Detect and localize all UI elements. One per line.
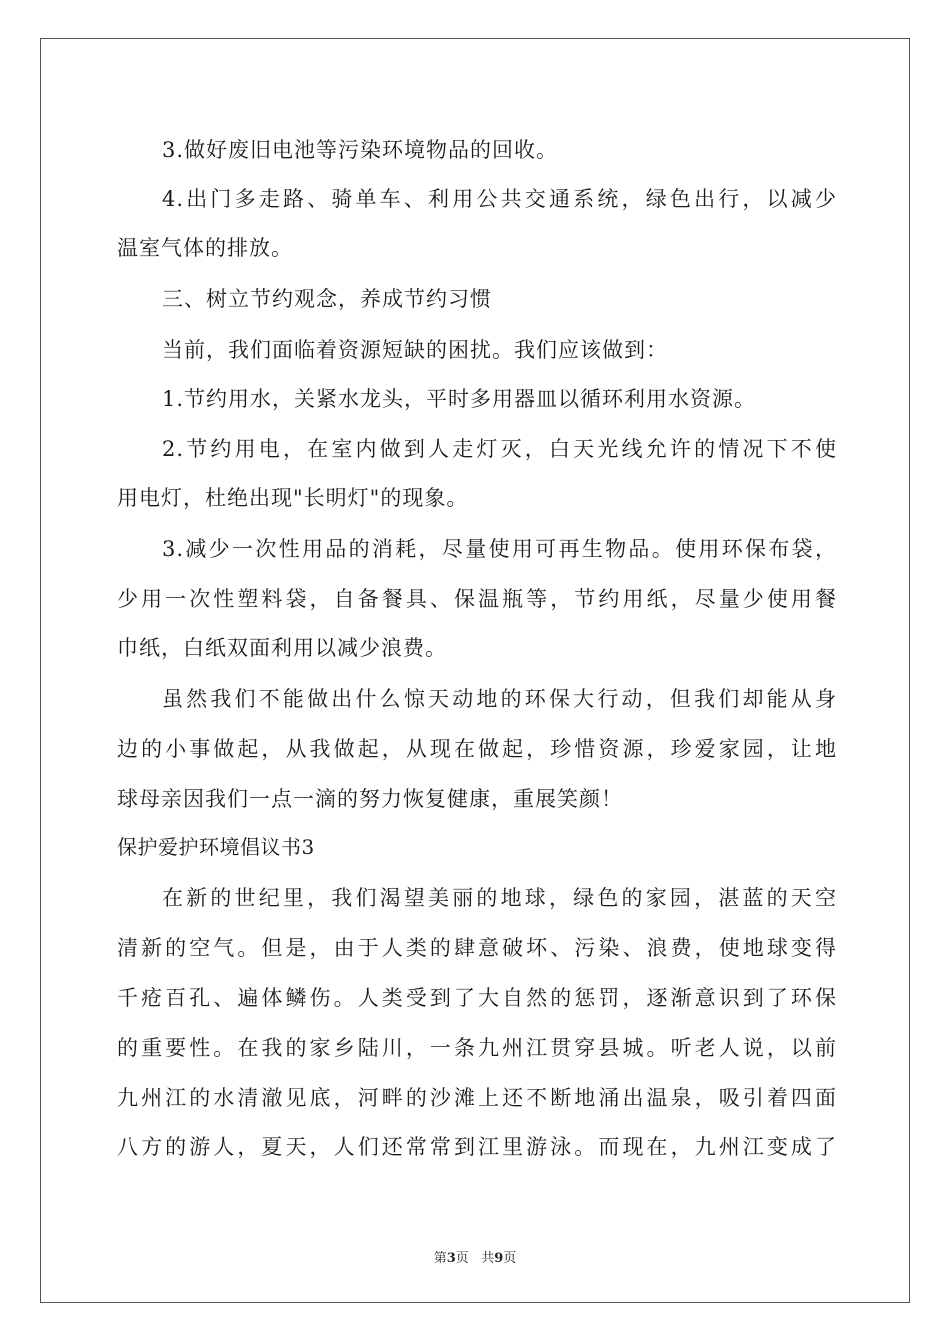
paragraph-line: 4.出门多走路、骑单车、利用公共交通系统，绿色出行，以减少 — [162, 187, 837, 211]
paragraph-line: 的重要性。在我的家乡陆川，一条九州江贯穿县城。听老人说，以前 — [117, 1036, 837, 1060]
section-heading: 三、树立节约观念，养成节约习惯 — [162, 287, 492, 311]
paragraph-line: 九州江的水清澈见底，河畔的沙滩上还不断地涌出温泉，吸引着四面 — [117, 1086, 837, 1110]
paragraph-line: 在新的世纪里，我们渴望美丽的地球，绿色的家园，湛蓝的天空 — [162, 886, 837, 910]
paragraph-line: 边的小事做起，从我做起，从现在做起，珍惜资源，珍爱家园，让地 — [117, 737, 837, 761]
paragraph-line: 八方的游人，夏天，人们还常常到江里游泳。而现在，九州江变成了 — [117, 1135, 837, 1159]
paragraph-line: 3.做好废旧电池等污染环境物品的回收。 — [162, 138, 559, 162]
document-title: 保护爱护环境倡议书3 — [117, 835, 315, 859]
footer-page-prefix: 第 — [433, 1251, 447, 1266]
paragraph-line: 少用一次性塑料袋，自备餐具、保温瓶等，节约用纸，尽量少使用餐 — [117, 587, 837, 611]
paragraph-line: 2.节约用电，在室内做到人走灯灭，白天光线允许的情况下不使 — [162, 437, 837, 461]
footer-page-suffix: 页 — [455, 1251, 469, 1266]
paragraph-line: 3.减少一次性用品的消耗，尽量使用可再生物品。使用环保布袋， — [162, 537, 837, 561]
paragraph-line: 1.节约用水，关紧水龙头，平时多用器皿以循环利用水资源。 — [162, 387, 757, 411]
paragraph-line: 清新的空气。但是，由于人类的肆意破坏、污染、浪费，使地球变得 — [117, 936, 837, 960]
page-border — [40, 38, 910, 1303]
footer-total-prefix: 共 — [481, 1251, 495, 1266]
footer-total-number: 9 — [494, 1251, 504, 1266]
page-footer — [0, 1247, 950, 1266]
paragraph-line: 千疮百孔、遍体鳞伤。人类受到了大自然的惩罚，逐渐意识到了环保 — [117, 986, 837, 1010]
paragraph-line: 温室气体的排放。 — [117, 236, 293, 260]
paragraph-line: 球母亲因我们一点一滴的努力恢复健康，重展笑颜！ — [117, 787, 623, 811]
paragraph-line: 巾纸，白纸双面利用以减少浪费。 — [117, 636, 447, 660]
paragraph-line: 用电灯，杜绝出现"长明灯"的现象。 — [117, 486, 469, 510]
paragraph-line: 当前，我们面临着资源短缺的困扰。我们应该做到： — [162, 338, 668, 362]
paragraph-line: 虽然我们不能做出什么惊天动地的环保大行动，但我们却能从身 — [162, 687, 837, 711]
footer-total-suffix: 页 — [503, 1251, 517, 1266]
footer-page-number: 3 — [446, 1251, 456, 1266]
